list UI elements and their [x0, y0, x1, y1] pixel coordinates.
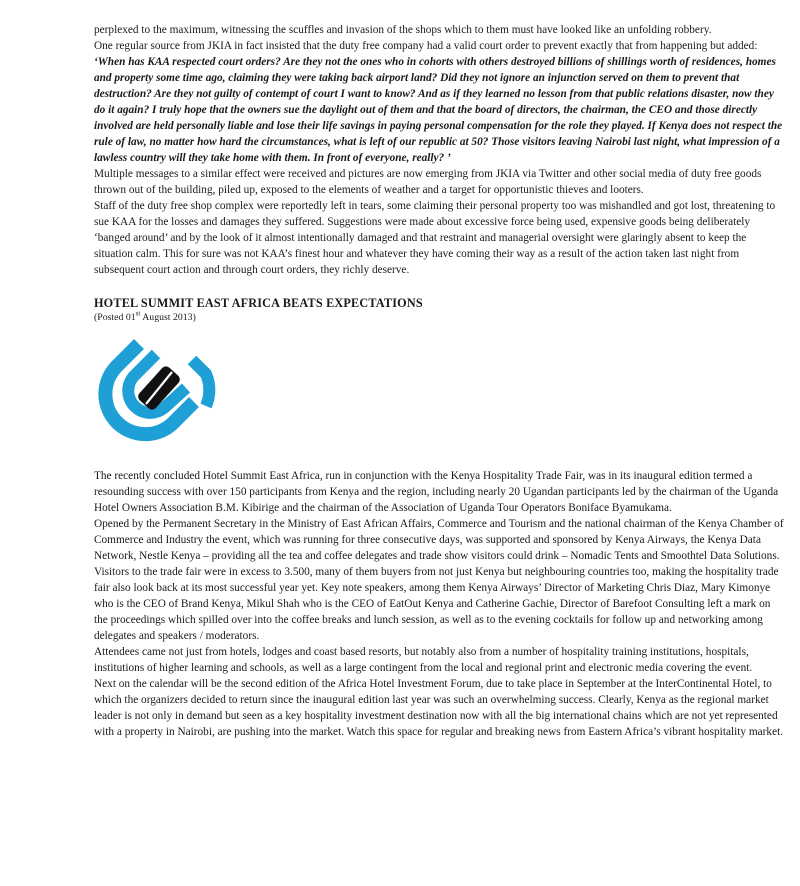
paragraph-lead: One regular source from JKIA in fact insisted that the duty free company had a valid court order to prevent exactly that from happening but added:: [94, 40, 758, 52]
paragraph: Next on the calendar will be the second edition of the Africa Hotel Investment Forum, due to take place in September at the InterContinental Hotel, to which the organizers decided to return since the inaugural edition last year was such an overwhelming success. Clearly, Kenya as the regional market leader is not only in demand but seen as a key hospitality investment destination now with all the big international chains which are not yet represented with a property in Nairobi, are pushing into the market. Watch this space for regular and breaking news from Eastern Africa’s vibrant hospitality market.: [94, 678, 784, 738]
paragraph: Attendees came not just from hotels, lodges and coast based resorts, but notably also from a number of hospitality training institutions, hospitals, institutions of higher learning and schools, as well as a large contingent from the local and regional print and electronic media covering the event.: [94, 646, 753, 674]
paragraph: The recently concluded Hotel Summit East Africa, run in conjunction with the Kenya Hospitality Trade Fair, was in its inaugural edition termed a resounding success with over 150 participants from Kenya and the region, including nearly 20 Ugandan participants led by the chairman of the Uganda Hotel Owners Association B.M. Kibirige and the chairman of the Association of Uganda Tour Operators Boniface Byamukama.: [94, 470, 779, 514]
hotel-summit-logo: [94, 336, 224, 448]
paragraph: Multiple messages to a similar effect were received and pictures are now emerging from JKIA via Twitter and other social media of duty free goods thrown out of the building, piled up, exposed to the elements of weather and a target for opportunistic thieves and looters.: [94, 168, 762, 196]
posted-date: (Posted 01st August 2013): [94, 309, 196, 323]
paragraph: Staff of the duty free shop complex were reportedly left in tears, some claiming their personal property too was mishandled and got lost, threatening to sue KAA for the losses and damages they suffered. Suggestions were made about excessive force being used, expensive goods being deliberately ‘banged around’ and by the look of it almost intentionally damaged and that restraint and managerial oversight were glaringly absent to keep the situation calm. This for sure was not KAA’s finest hour and whatever they have coming their way as a result of the action taken last night from subsequent court action and through court orders, they richly deserve.: [94, 200, 776, 276]
paragraph: perplexed to the maximum, witnessing the scuffles and invasion of the shops which to them must have looked like an unfolding robbery.: [94, 24, 712, 36]
document-page: [94, 22, 784, 740]
paragraph: Opened by the Permanent Secretary in the Ministry of East African Affairs, Commerce and Tourism and the national chairman of the Kenya Chamber of Commerce and Industry the event, which was running for three consecutive days, was supported and sponsored by Kenya Airways, the Kenya Data Network, Nestle Kenya – providing all the tea and coffee delegates and trade show visitors could drink – Nomadic Tents and Smoothtel Data Solutions. Visitors to the trade fair were in excess to 3.500, many of them buyers from not just Kenya but neighbouring countries too, making the hospitality trade fair also look back at its most successful year yet. Key note speakers, among them Kenya Airways’ Director of Marketing Chris Diaz, Mary Kimonye who is the CEO of Brand Kenya, Mikul Shah who is the CEO of EatOut Kenya and Catherine Gachie, Director of Barefoot Consulting left a mark on the proceedings which spilled over into the coffee breaks and lunch session, as well as to the evening cocktails for follow up and networking among delegates and speakers / moderators.: [94, 518, 784, 642]
paragraph-with-quote: [94, 38, 784, 166]
source-quote: ‘When has KAA respected court orders? Are they not the ones who in cohorts with others destroyed billions of shillings worth of residences, homes and property some time ago, claiming they were taking back airport land? Did they not ignore an injunction served on them to prevent that destruction? Are they not guilty of contempt of court I want to know? And as if they learned no lesson from that public relations disaster, now they do it again? I truly hope that the owners sue the daylight out of them and that the board of directors, the chairman, the CEO and those directly involved are held personally liable and lose their life savings in paying personal compensation for the role they played. If Kenya does not respect the rule of law, no matter how hard the circumstances, what is left of our republic at 50? Those visitors leaving Nairobi last night, what impression of a lawless country will they take home with them. In front of everyone, really? ’: [94, 56, 783, 164]
article-heading: HOTEL SUMMIT EAST AFRICA BEATS EXPECTATIONS: [94, 296, 423, 310]
hotel-summit-logo-icon: [94, 336, 224, 448]
